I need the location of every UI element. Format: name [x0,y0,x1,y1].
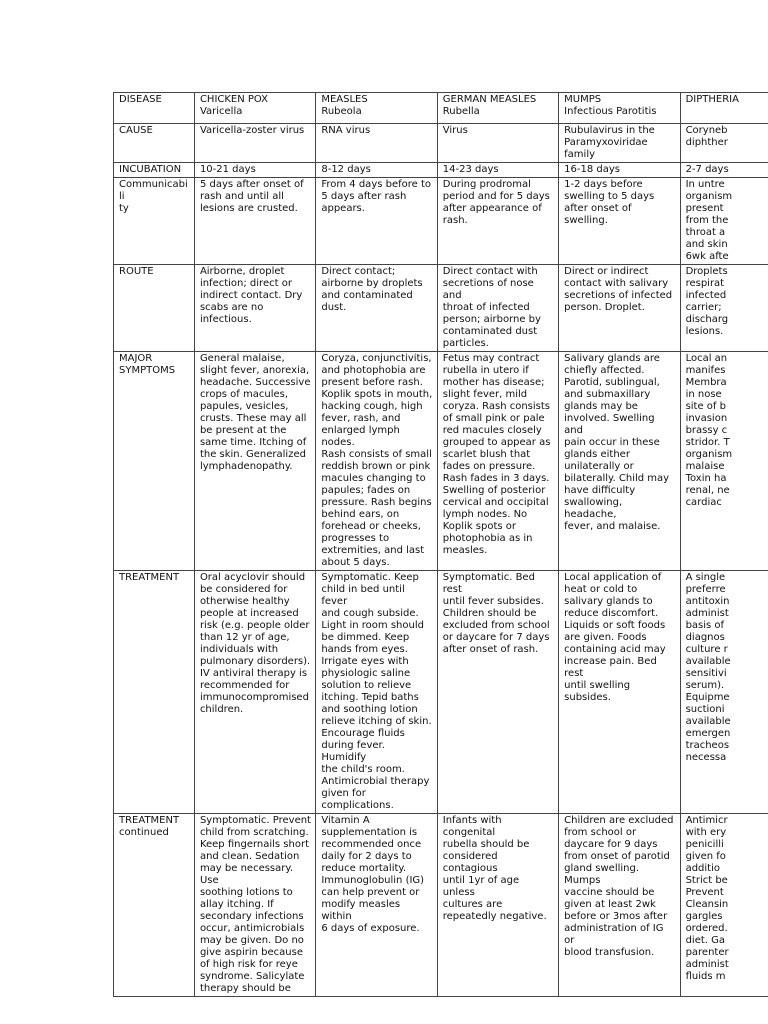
cell-communicability-diptheria: In untre organism present from the throat a and skin 6wk afte [680,178,768,265]
cell-communicability-measles: From 4 days before to 5 days after rash appears. [316,178,437,265]
cell-treatment-mumps: Local application of heat or cold to salivary glands to reduce discomfort. Liquids or soft foods are given. Foods containing acid may increase pain. Bed rest until swelling subsides. [559,571,680,814]
table-row-cause [114,124,768,163]
cell-treatment-continued-disease-label: TREATMENT continued [114,814,195,997]
cell-treatment-german-measles: Symptomatic. Bed rest until fever subsides. Children should be excluded from school or daycare for 7 days after onset of rash. [437,571,558,814]
cell-header-measles: MEASLES Rubeola [316,93,437,124]
cell-treatment-diptheria: A single preferre antitoxin administ basis of diagnos culture r available sensitivi serum). Equipme suctioni available emergen tracheos necessa [680,571,768,814]
cell-major-symptoms-mumps: Salivary glands are chiefly affected. Parotid, sublingual, and submaxillary glands may be involved. Swelling and pain occur in these glands either unilaterally or bilaterally. Child may have difficulty swallowing, headache, fever, and malaise. [559,352,680,571]
table-row-incubation [114,163,768,178]
cell-route-diptheria: Droplets respirat infected carrier; discharg lesions. [680,265,768,352]
cell-major-symptoms-diptheria: Local an manifes Membra in nose site of b invasion brassy c stridor. T organism malaise Toxin ha renal, ne cardiac [680,352,768,571]
cell-incubation-diptheria: 2-7 days [680,163,768,178]
cell-cause-measles: RNA virus [316,124,437,163]
table-row-treatment [114,571,768,814]
table-row-route [114,265,768,352]
cell-treatment-measles: Symptomatic. Keep child in bed until fever and cough subside. Light in room should be dimmed. Keep hands from eyes. Irrigate eyes with physiologic saline solution to relieve itching. Tepid baths and soothing lotion relieve itching of skin. Encourage fluids during fever. Humidify the child's room. Antimicrobial therapy given for complications. [316,571,437,814]
table-body [114,93,768,997]
table-row-treatment-continued [114,814,768,997]
cell-treatment-continued-diptheria: Antimicr with ery penicilli given fo additio Strict be Prevent Cleansin gargles ordered. diet. Ga parenter administ fluids m [680,814,768,997]
cell-route-disease-label: ROUTE [114,265,195,352]
cell-route-chicken-pox: Airborne, droplet infection; direct or indirect contact. Dry scabs are no infectious. [194,265,315,352]
cell-treatment-chicken-pox: Oral acyclovir should be considered for otherwise healthy people at increased risk (e.g. people older than 12 yr of age, individuals with pulmonary disorders). IV antiviral therapy is recommended for immunocompromised children. [194,571,315,814]
cell-incubation-chicken-pox: 10-21 days [194,163,315,178]
cell-communicability-german-measles: During prodromal period and for 5 days after appearance of rash. [437,178,558,265]
cell-incubation-disease-label: INCUBATION [114,163,195,178]
cell-cause-german-measles: Virus [437,124,558,163]
table-row-header [114,93,768,124]
cell-communicability-chicken-pox: 5 days after onset of rash and until all lesions are crusted. [194,178,315,265]
cell-header-diptheria: DIPTHERIA [680,93,768,124]
cell-incubation-mumps: 16-18 days [559,163,680,178]
cell-treatment-continued-german-measles: Infants with congenital rubella should be considered contagious until 1yr of age unless cultures are repeatedly negative. [437,814,558,997]
disease-comparison-table [113,92,768,997]
table-row-communicability [114,178,768,265]
cell-cause-diptheria: Coryneb diphther [680,124,768,163]
cell-header-disease-label: DISEASE [114,93,195,124]
cell-treatment-continued-mumps: Children are excluded from school or daycare for 9 days from onset of parotid gland swelling. Mumps vaccine should be given at least 2wk before or 3mos after administration of IG or blood transfusion. [559,814,680,997]
cell-route-german-measles: Direct contact with secretions of nose and throat of infected person; airborne by contaminated dust particles. [437,265,558,352]
cell-header-german-measles: GERMAN MEASLES Rubella [437,93,558,124]
cell-route-mumps: Direct or indirect contact with salivary secretions of infected person. Droplet. [559,265,680,352]
cell-header-chicken-pox: CHICKEN POX Varicella [194,93,315,124]
cell-cause-chicken-pox: Varicella-zoster virus [194,124,315,163]
cell-major-symptoms-chicken-pox: General malaise, slight fever, anorexia, headache. Successive crops of macules, papules, vesicles, crusts. These may all be present at the same time. Itching of the skin. Generalized lymphadenopathy. [194,352,315,571]
cell-treatment-continued-measles: Vitamin A supplementation is recommended once daily for 2 days to reduce mortality. Immunoglobulin (IG) can help prevent or modify measles within 6 days of exposure. [316,814,437,997]
cell-route-measles: Direct contact; airborne by droplets and contaminated dust. [316,265,437,352]
table-row-major-symptoms [114,352,768,571]
cell-communicability-mumps: 1-2 days before swelling to 5 days after onset of swelling. [559,178,680,265]
cell-cause-disease-label: CAUSE [114,124,195,163]
cell-cause-mumps: Rubulavirus in the Paramyxoviridae family [559,124,680,163]
cell-incubation-german-measles: 14-23 days [437,163,558,178]
cell-treatment-continued-chicken-pox: Symptomatic. Prevent child from scratching. Keep fingernails short and clean. Sedation may be necessary. Use soothing lotions to allay itching. If secondary infections occur, antimicrobials may be given. Do no give aspirin because of high risk for reye syndrome. Salicylate therapy should be [194,814,315,997]
cell-header-mumps: MUMPS Infectious Parotitis [559,93,680,124]
cell-treatment-disease-label: TREATMENT [114,571,195,814]
cell-major-symptoms-measles: Coryza, conjunctivitis, and photophobia are present before rash. Koplik spots in mouth, hacking cough, high fever, rash, and enlarged lymph nodes. Rash consists of small reddish brown or pink macules changing to papules; fades on pressure. Rash begins behind ears, on forehead or cheeks, progresses to extremities, and last about 5 days. [316,352,437,571]
cell-communicability-disease-label: Communicabili ty [114,178,195,265]
cell-major-symptoms-disease-label: MAJOR SYMPTOMS [114,352,195,571]
cell-major-symptoms-german-measles: Fetus may contract rubella in utero if mother has disease; slight fever, mild coryza. Rash consists of small pink or pale red macules closely grouped to appear as scarlet blush that fades on pressure. Rash fades in 3 days. Swelling of posterior cervical and occipital lymph nodes. No Koplik spots or photophobia as in measles. [437,352,558,571]
cell-incubation-measles: 8-12 days [316,163,437,178]
